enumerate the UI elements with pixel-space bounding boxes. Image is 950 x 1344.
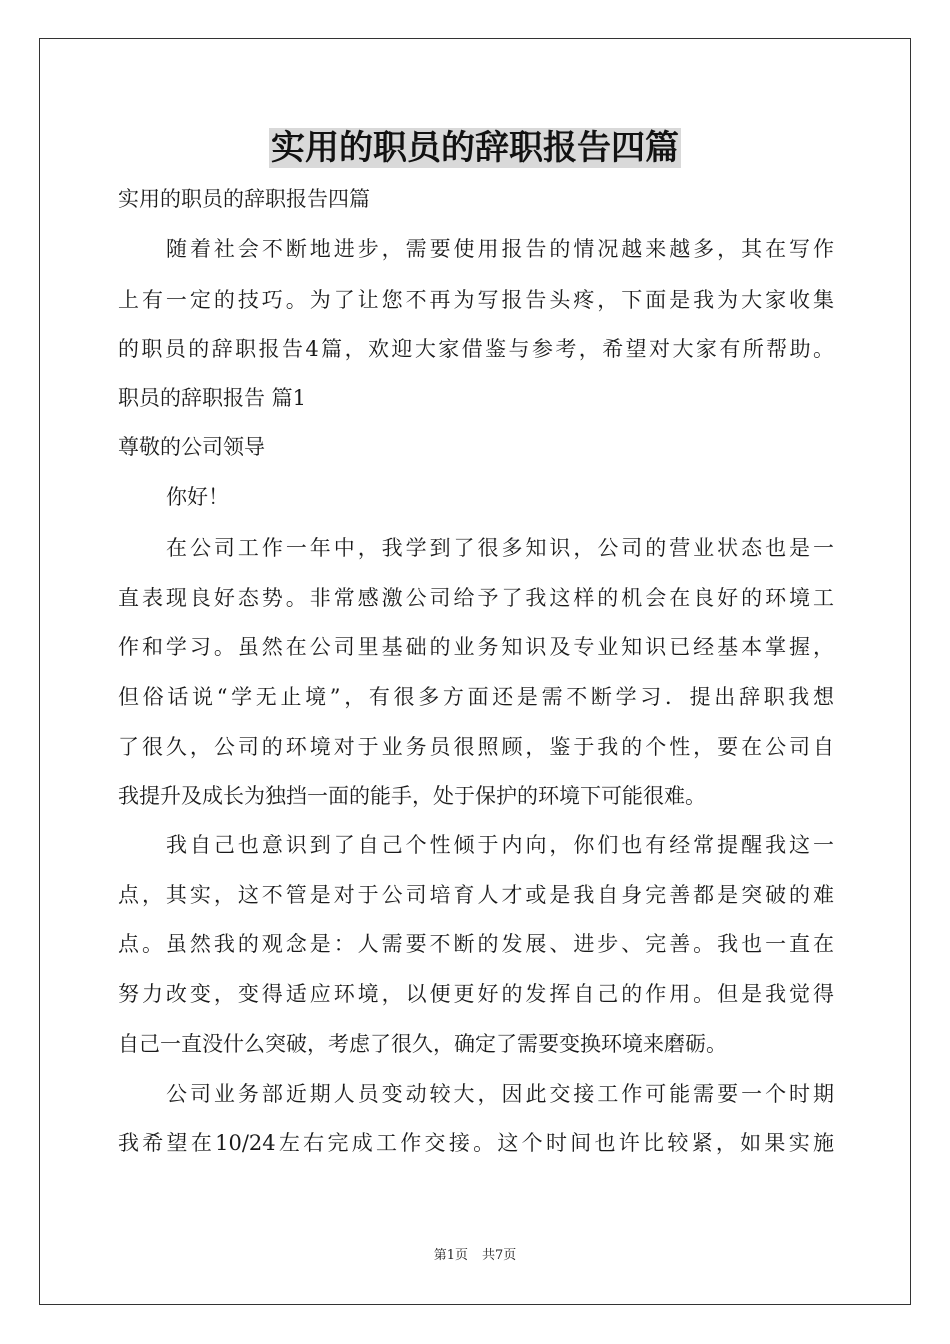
paragraph2-line-1: 我自己也意识到了自己个性倾于内向，你们也有经常提醒我这一 <box>166 833 834 857</box>
page-total: 共7页 <box>482 1248 517 1263</box>
paragraph2-line-2: 点，其实，这不管是对于公司培育人才或是我自身完善都是突破的难 <box>118 883 834 907</box>
paragraph1-line-3: 作和学习。虽然在公司里基础的业务知识及专业知识已经基本掌握， <box>118 635 834 659</box>
salutation: 尊敬的公司领导 <box>118 435 265 459</box>
document-title-text: 实用的职员的辞职报告四篇 <box>271 128 679 168</box>
page-number: 第1页 <box>433 1248 468 1263</box>
document-subtitle: 实用的职员的辞职报告四篇 <box>118 187 370 211</box>
paragraph3-line-2: 我希望在10/24左右完成工作交接。这个时间也许比较紧，如果实施 <box>118 1131 834 1155</box>
paragraph1-line-1: 在公司工作一年中，我学到了很多知识，公司的营业状态也是一 <box>166 536 834 560</box>
paragraph1-line-4: 但俗话说“学无止境”，有很多方面还是需不断学习．提出辞职我想 <box>118 685 834 709</box>
greeting: 你好！ <box>166 485 229 509</box>
paragraph3-line-1: 公司业务部近期人员变动较大，因此交接工作可能需要一个时期 <box>166 1082 834 1106</box>
paragraph1-line-5: 了很久，公司的环境对于业务员很照顾，鉴于我的个性，要在公司自 <box>118 735 834 759</box>
intro-line-2: 上有一定的技巧。为了让您不再为写报告头疼，下面是我为大家收集 <box>118 288 834 312</box>
page-border <box>39 38 911 1305</box>
section-heading: 职员的辞职报告 篇1 <box>118 386 307 410</box>
paragraph2-line-5: 自己一直没什么突破，考虑了很久，确定了需要变换环境来磨砺。 <box>118 1032 727 1056</box>
document-title <box>0 124 950 172</box>
paragraph1-line-2: 直表现良好态势。非常感激公司给予了我这样的机会在良好的环境工 <box>118 586 834 610</box>
paragraph2-line-4: 努力改变，变得适应环境，以便更好的发挥自己的作用。但是我觉得 <box>118 982 834 1006</box>
page-footer <box>0 1247 950 1265</box>
intro-line-1: 随着社会不断地进步，需要使用报告的情况越来越多，其在写作 <box>166 237 834 261</box>
intro-line-3: 的职员的辞职报告4篇，欢迎大家借鉴与参考，希望对大家有所帮助。 <box>118 337 834 361</box>
paragraph2-line-3: 点。虽然我的观念是：人需要不断的发展、进步、完善。我也一直在 <box>118 932 834 956</box>
paragraph1-line-6: 我提升及成长为独挡一面的能手，处于保护的环境下可能很难。 <box>118 784 706 808</box>
